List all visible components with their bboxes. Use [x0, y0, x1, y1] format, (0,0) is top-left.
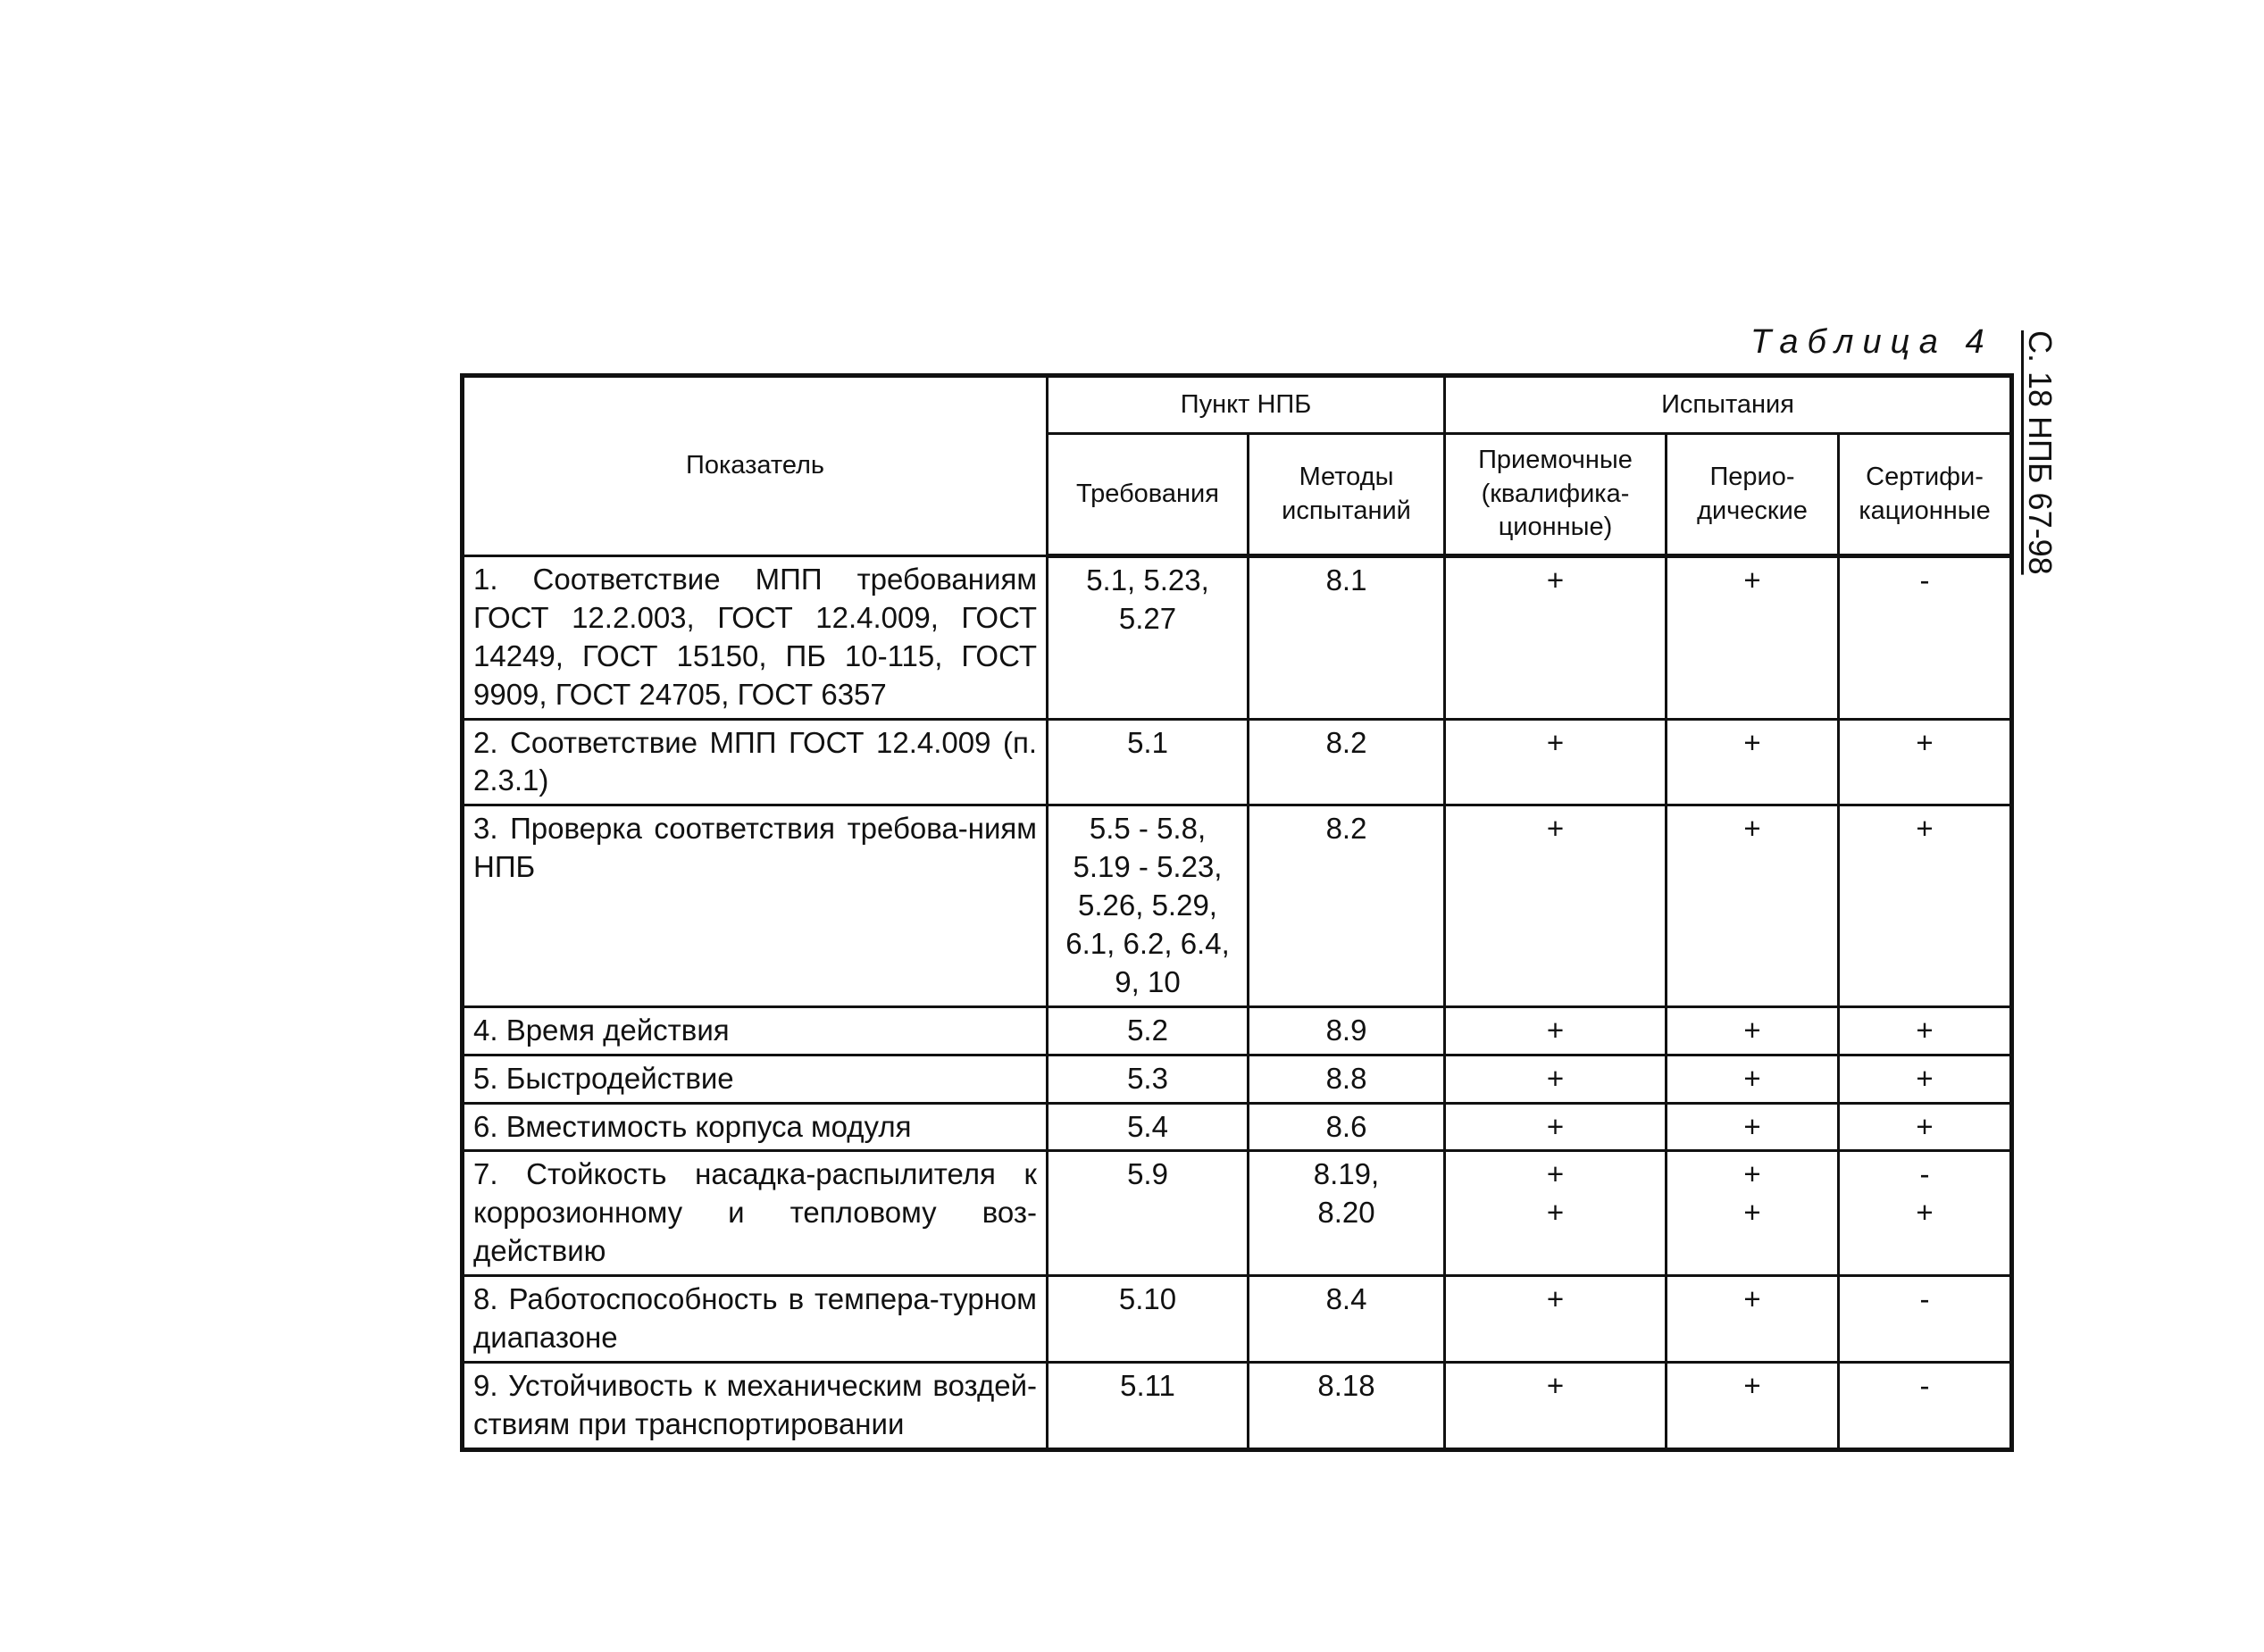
row-methods: 8.18 — [1249, 1362, 1445, 1449]
row-requirements: 5.9 — [1048, 1151, 1249, 1276]
header-methods: Методы испытаний — [1249, 434, 1445, 556]
row-indicator: 1. Соответствие МПП требованиям ГОСТ 12.2.003, ГОСТ 12.4.009, ГОСТ 14249, ГОСТ 15150, ПБ 10-115, ГОСТ 9909, ГОСТ 24705, ГОСТ 6357 — [463, 556, 1048, 720]
row-methods: 8.6 — [1249, 1103, 1445, 1151]
row-periodic: + + — [1667, 1151, 1839, 1276]
row-periodic: + — [1667, 1055, 1839, 1103]
row-requirements: 5.1, 5.23, 5.27 — [1048, 556, 1249, 720]
row-requirements: 5.4 — [1048, 1103, 1249, 1151]
row-certification: - + — [1839, 1151, 2012, 1276]
row-certification: + — [1839, 1055, 2012, 1103]
table-row — [463, 1103, 2012, 1151]
row-certification: + — [1839, 719, 2012, 805]
header-periodic: Перио-дические — [1667, 434, 1839, 556]
row-periodic: + — [1667, 556, 1839, 720]
row-indicator: 8. Работоспособность в темпера-турном диапазоне — [463, 1276, 1048, 1363]
row-certification: - — [1839, 556, 2012, 720]
row-acceptance: + — [1445, 1055, 1667, 1103]
table-row — [463, 1006, 2012, 1055]
row-methods: 8.1 — [1249, 556, 1445, 720]
row-requirements: 5.2 — [1048, 1006, 1249, 1055]
row-indicator: 9. Устойчивость к механическим воздей-ствиям при транспортировании — [463, 1362, 1048, 1449]
row-certification: + — [1839, 1103, 2012, 1151]
row-indicator: 2. Соответствие МПП ГОСТ 12.4.009 (п. 2.3.1) — [463, 719, 1048, 805]
row-methods: 8.2 — [1249, 719, 1445, 805]
header-certification: Сертифи-кационные — [1839, 434, 2012, 556]
row-requirements: 5.1 — [1048, 719, 1249, 805]
row-methods: 8.8 — [1249, 1055, 1445, 1103]
table-row — [463, 556, 2012, 720]
row-indicator: 6. Вместимость корпуса модуля — [463, 1103, 1048, 1151]
row-methods: 8.4 — [1249, 1276, 1445, 1363]
row-requirements: 5.11 — [1048, 1362, 1249, 1449]
row-acceptance: + + — [1445, 1151, 1667, 1276]
table-caption: Таблица 4 — [1750, 323, 1993, 361]
row-indicator: 4. Время действия — [463, 1006, 1048, 1055]
table-row — [463, 805, 2012, 1006]
header-npb-group: Пункт НПБ — [1048, 376, 1445, 434]
row-methods: 8.19, 8.20 — [1249, 1151, 1445, 1276]
row-certification: - — [1839, 1276, 2012, 1363]
row-periodic: + — [1667, 1103, 1839, 1151]
row-certification: + — [1839, 805, 2012, 1006]
table-row — [463, 1362, 2012, 1449]
row-periodic: + — [1667, 805, 1839, 1006]
table-row — [463, 1276, 2012, 1363]
table-row — [463, 1055, 2012, 1103]
header-acceptance: Приемочные (квалифика-ционные) — [1445, 434, 1667, 556]
row-certification: + — [1839, 1006, 2012, 1055]
table-row — [463, 719, 2012, 805]
row-periodic: + — [1667, 1362, 1839, 1449]
table-row — [463, 1151, 2012, 1276]
row-methods: 8.2 — [1249, 805, 1445, 1006]
row-periodic: + — [1667, 719, 1839, 805]
page-header-vertical: С. 18 НПБ 67-98 — [2022, 330, 2059, 575]
row-indicator: 7. Стойкость насадка-распылителя к коррозионному и тепловому воз-действию — [463, 1151, 1048, 1276]
row-periodic: + — [1667, 1006, 1839, 1055]
header-indicator: Показатель — [463, 376, 1048, 556]
row-certification: - — [1839, 1362, 2012, 1449]
row-methods: 8.9 — [1249, 1006, 1445, 1055]
row-acceptance: + — [1445, 719, 1667, 805]
row-acceptance: + — [1445, 1276, 1667, 1363]
indicators-table — [460, 373, 2014, 1452]
header-requirements: Требования — [1048, 434, 1249, 556]
row-indicator: 3. Проверка соответствия требова-ниям НПБ — [463, 805, 1048, 1006]
row-periodic: + — [1667, 1276, 1839, 1363]
row-indicator: 5. Быстродействие — [463, 1055, 1048, 1103]
header-tests-group: Испытания — [1445, 376, 2012, 434]
row-acceptance: + — [1445, 1362, 1667, 1449]
row-acceptance: + — [1445, 1103, 1667, 1151]
row-acceptance: + — [1445, 1006, 1667, 1055]
row-acceptance: + — [1445, 556, 1667, 720]
row-requirements: 5.10 — [1048, 1276, 1249, 1363]
row-requirements: 5.5 - 5.8, 5.19 - 5.23, 5.26, 5.29, 6.1, 6.2, 6.4, 9, 10 — [1048, 805, 1249, 1006]
row-acceptance: + — [1445, 805, 1667, 1006]
row-requirements: 5.3 — [1048, 1055, 1249, 1103]
